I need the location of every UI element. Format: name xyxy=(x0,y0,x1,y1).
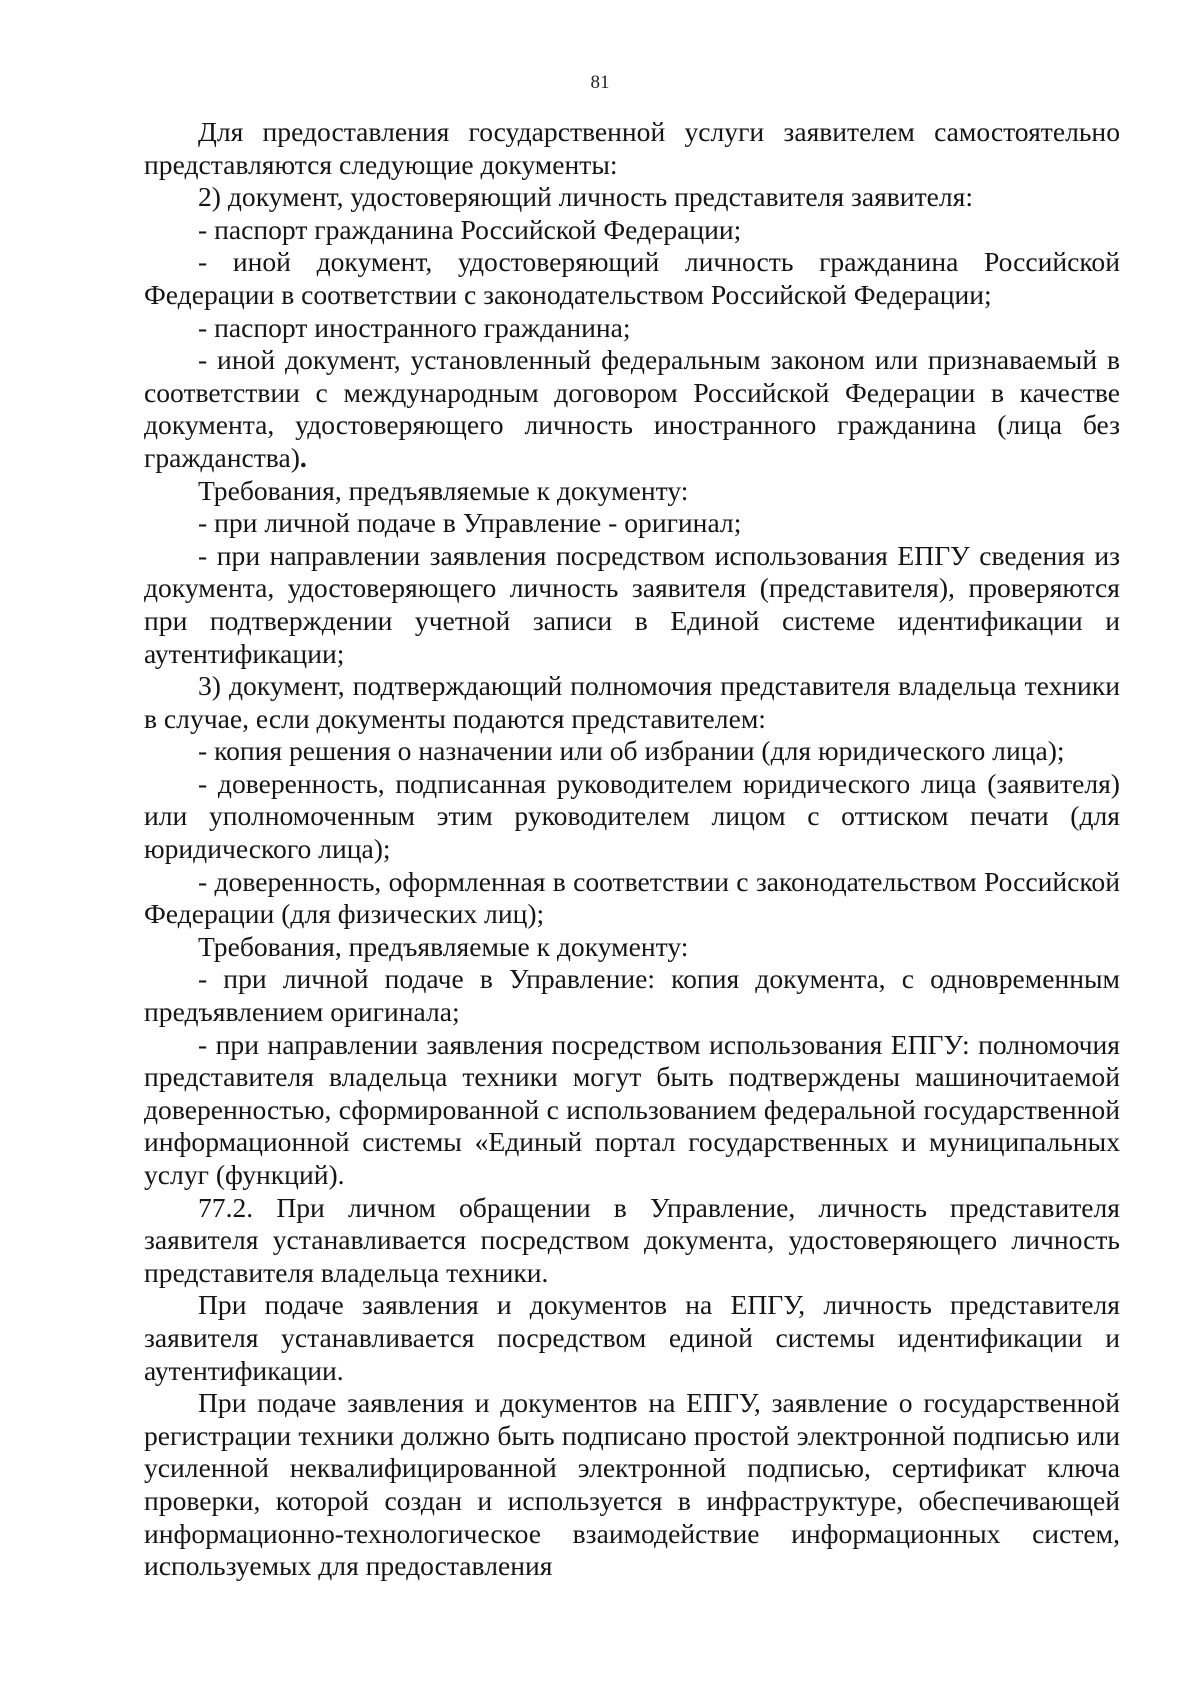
page-number: 81 xyxy=(590,72,610,93)
bold-period: . xyxy=(299,441,307,473)
paragraph-epgu-authority: - при направлении заявления посредством использования ЕПГУ: полномочия представителя владельца техники могут быть подтверждены машиночитаемой доверенностью, сформированной с использованием федеральной государственной информационной системы «Единый портал государственных и муниципальных услуг (функций). xyxy=(144,1028,1120,1190)
paragraph-requirements-2: Требования, предъявляемые к документу: xyxy=(198,930,689,962)
paragraph-item-3: 3) документ, подтверждающий полномочия представителя владельца техники в случае, если документы подаются представителем: xyxy=(144,670,1120,734)
paragraph-epgu-identification: При подаче заявления и документов на ЕПГУ, личность представителя заявителя устанавливается посредством единой системы идентификации и аутентификации. xyxy=(144,1289,1120,1386)
paragraph-foreign-passport: - паспорт иностранного гражданина; xyxy=(198,311,631,343)
paragraph-epgu-signature: При подаче заявления и документов на ЕПГУ, заявление о государственной регистрации техники должно быть подписано простой электронной подписью или усиленной неквалифицированной электронной подписью, сертификат ключа проверки, которой создан и используется в инфраструктуре, обеспечивающей информационно-технологическое взаимодействие информационных систем, используемых для предоставления xyxy=(144,1387,1120,1582)
paragraph-other-doc-rf: - иной документ, удостоверяющий личность гражданина Российской Федерации в соответствии с законодательством Российской Федерации; xyxy=(144,246,1120,310)
paragraph-decision-copy: - копия решения о назначении или об избрании (для юридического лица); xyxy=(198,735,1065,767)
paragraph-power-of-attorney-individual: - доверенность, оформленная в соответствии с законодательством Российской Федерации (для физических лиц); xyxy=(144,865,1120,930)
paragraph-personal-original: - при личной подаче в Управление - оригинал; xyxy=(198,507,742,539)
paragraph-personal-copy: - при личной подаче в Управление: копия документа, с одновременным предъявлением оригинала; xyxy=(144,963,1120,1028)
paragraph-other-doc-foreign xyxy=(144,344,1120,474)
document-body xyxy=(144,116,1120,1583)
paragraph-epgu-identity: - при направлении заявления посредством использования ЕПГУ сведения из документа, удостоверяющего личность заявителя (представителя), проверяются при подтверждении учетной записи в Единой системе идентификации и аутентификации; xyxy=(144,539,1120,669)
paragraph-other-doc-foreign-text: - иной документ, установленный федеральным законом или признаваемый в соответствии с международным договором Российской Федерации в качестве документа, удостоверяющего личность иностранного гражданина (лица без гражданства) xyxy=(144,344,1120,473)
paragraph-power-of-attorney-legal: - доверенность, подписанная руководителем юридического лица (заявителя) или уполномоченным этим руководителем лицом с оттиском печати (для юридического лица); xyxy=(144,767,1120,865)
paragraph-requirements-1: Требования, предъявляемые к документу: xyxy=(198,474,689,506)
paragraph-77-2: 77.2. При личном обращении в Управление, личность представителя заявителя устанавливается посредством документа, удостоверяющего личность представителя владельца техники. xyxy=(144,1191,1120,1288)
paragraph-item-2: 2) документ, удостоверяющий личность представителя заявителя: xyxy=(198,181,974,213)
paragraph-passport-rf: - паспорт гражданина Российской Федерации; xyxy=(198,213,742,245)
paragraph-intro: Для предоставления государственной услуги заявителем самостоятельно представляются следующие документы: xyxy=(144,116,1120,180)
